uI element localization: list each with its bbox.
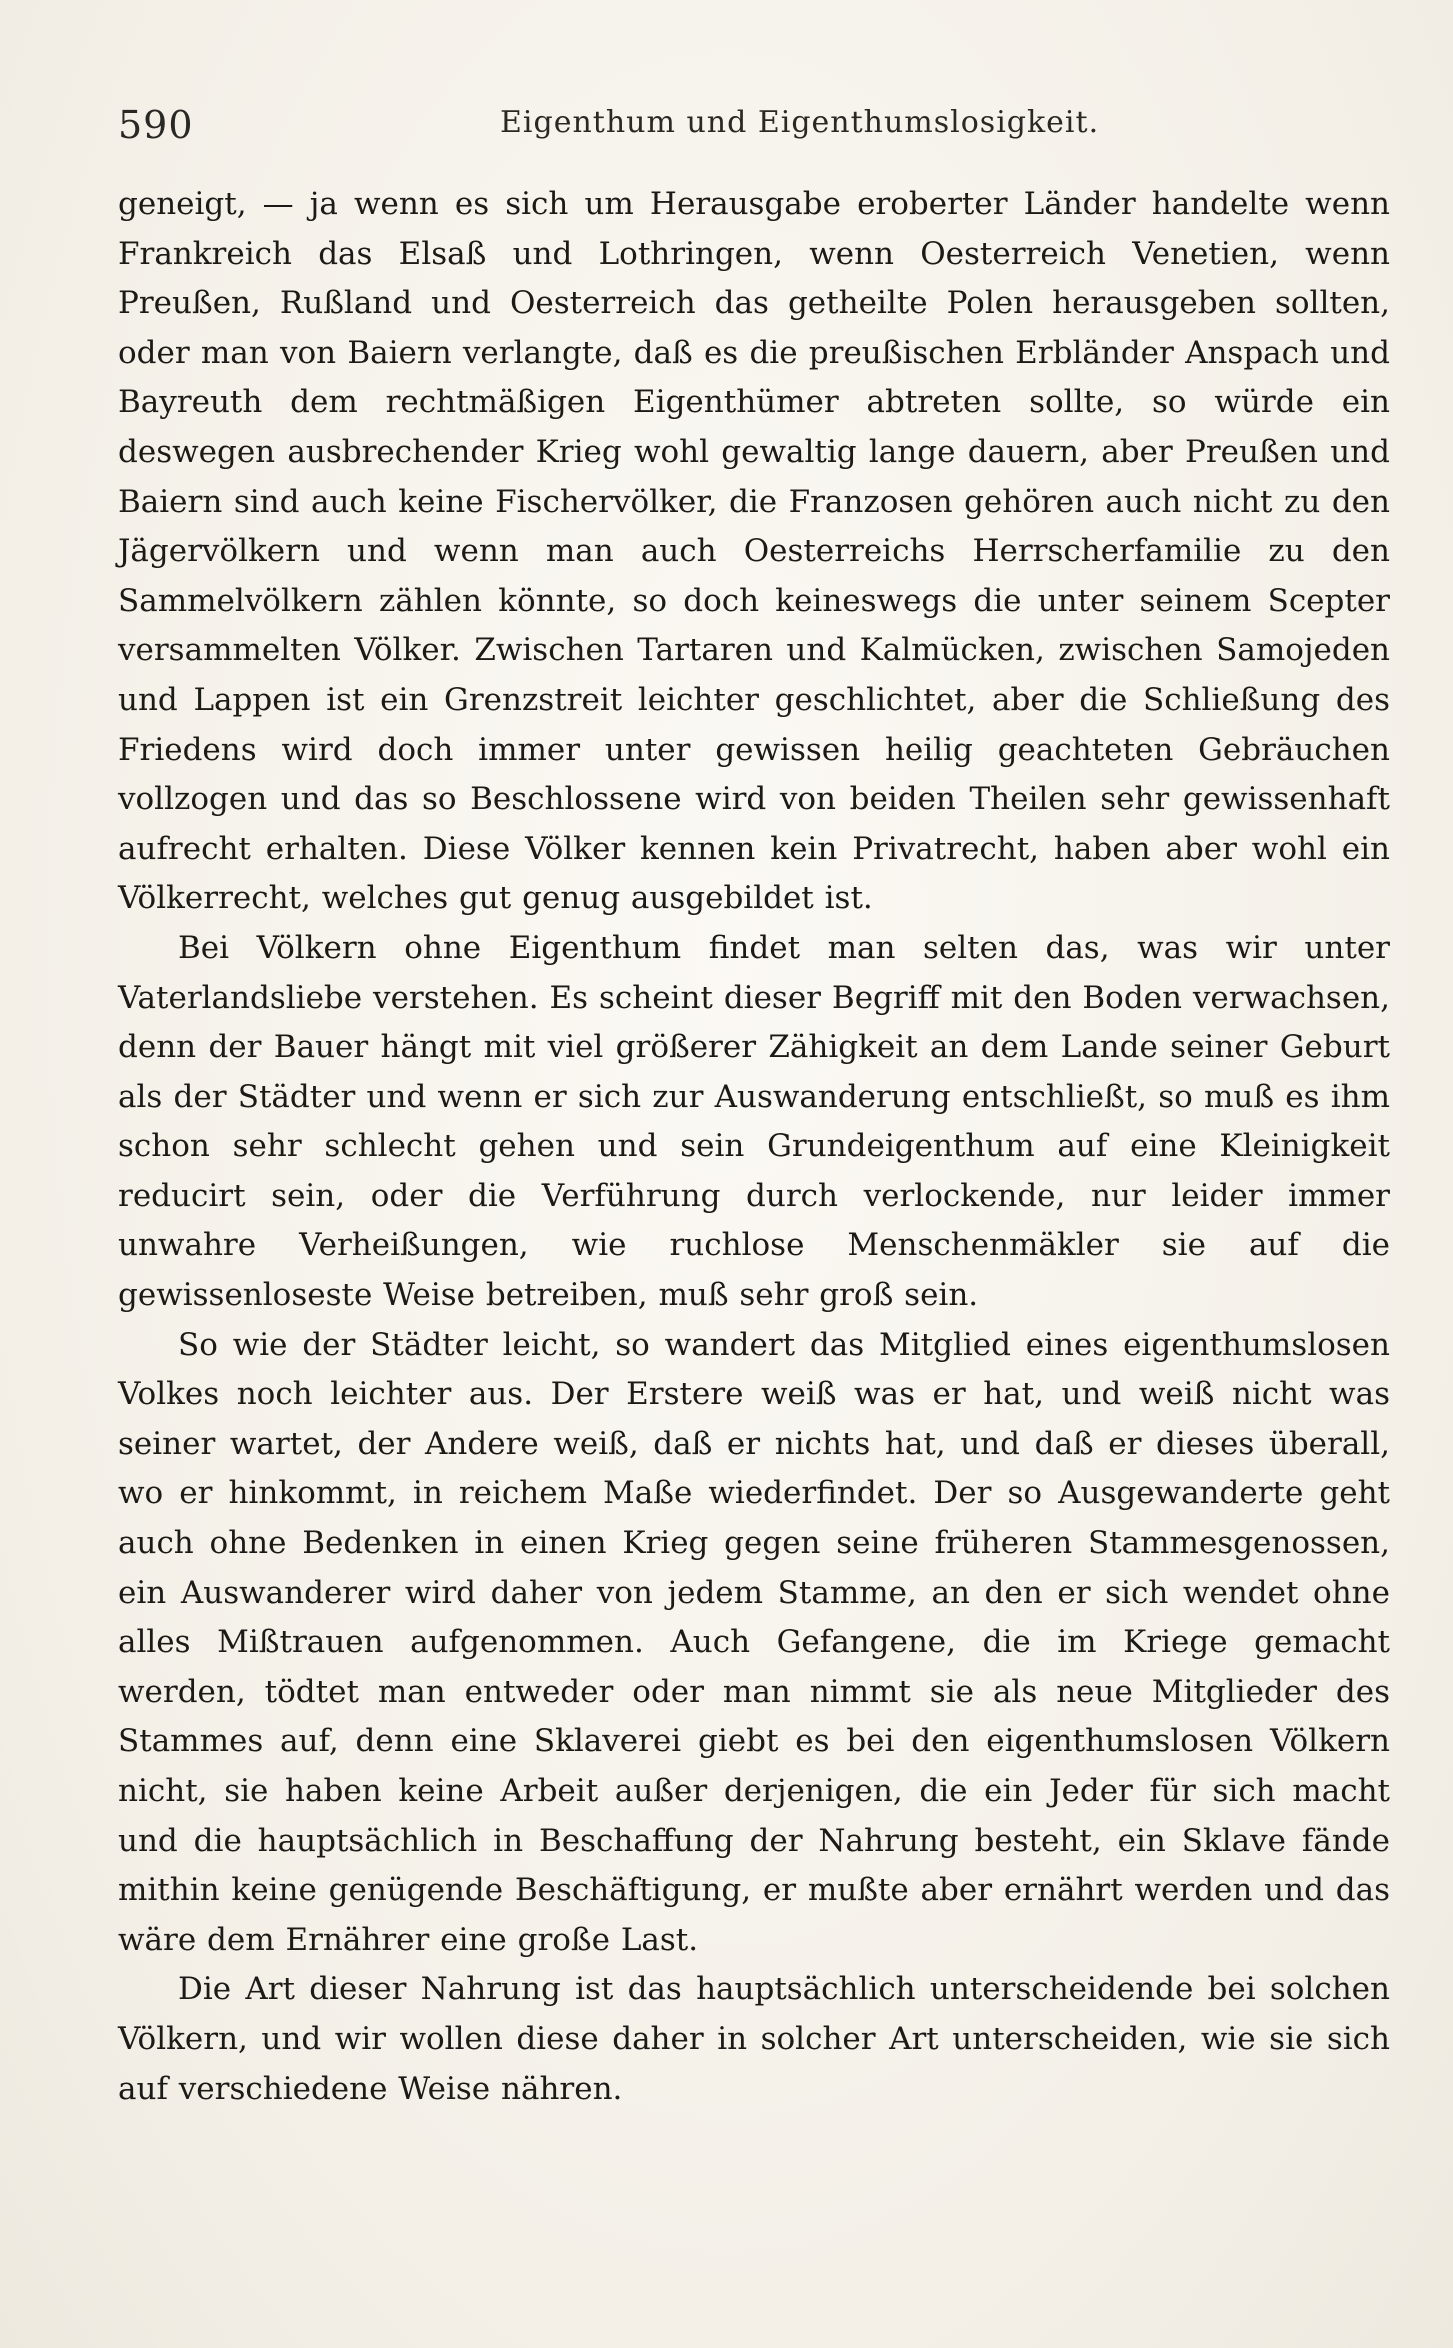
page-header (118, 95, 1398, 155)
paragraph-4: Die Art dieser Nahrung ist das hauptsächlich unterscheidende bei solchen Völkern, und wir wollen diese daher in solcher Art unterscheiden, wie sie sich auf verschiedene Weise nähren. (118, 1971, 1390, 2107)
paragraph-3: So wie der Städter leicht, so wandert das Mitglied eines eigenthumslosen Volkes noch leichter aus. Der Erstere weiß was er hat, und weiß nicht was seiner wartet, der Andere weiß, daß er nichts hat, und daß er dieses überall, wo er hinkommt, in reichem Maße wiederfindet. Der so Ausgewanderte geht auch ohne Bedenken in einen Krieg gegen seine früheren Stammesgenossen, ein Auswanderer wird daher von jedem Stamme, an den er sich wendet ohne alles Mißtrauen aufgenommen. Auch Gefangene, die im Kriege gemacht werden, tödtet man entweder oder man nimmt sie als neue Mitglieder des Stammes auf, denn eine Sklaverei giebt es bei den eigenthumslosen Völkern nicht, sie haben keine Arbeit außer derjenigen, die ein Jeder für sich macht und die hauptsächlich in Beschaffung der Nahrung besteht, ein Sklave fände mithin keine genügende Beschäftigung, er mußte aber ernährt werden und das wäre dem Ernährer eine große Last. (118, 1326, 1390, 1958)
body-text (118, 180, 1390, 2114)
running-title: Eigenthum und Eigenthumslosigkeit. (500, 105, 1100, 140)
paragraph-1: geneigt, — ja wenn es sich um Herausgabe eroberter Länder handelte wenn Frankreich das Elsaß und Lothringen, wenn Oesterreich Venetien, wenn Preußen, Rußland und Oesterreich das getheilte Polen herausgeben sollten, oder man von Baiern verlangte, daß es die preußischen Erbländer Anspach und Bayreuth dem rechtmäßigen Eigenthümer abtreten sollte, so würde ein deswegen ausbrechender Krieg wohl gewaltig lange dauern, aber Preußen und Baiern sind auch keine Fischervölker, die Franzosen gehören auch nicht zu den Jägervölkern und wenn man auch Oesterreichs Herrscherfamilie zu den Sammelvölkern zählen könnte, so doch keineswegs die unter seinem Scepter versammelten Völker. Zwischen Tartaren und Kalmücken, zwischen Samojeden und Lappen ist ein Grenzstreit leichter geschlichtet, aber die Schließung des Friedens wird doch immer unter gewissen heilig geachteten Gebräuchen vollzogen und das so Beschlossene wird von beiden Theilen sehr gewissenhaft aufrecht erhalten. Diese Völker kennen kein Privatrecht, haben aber wohl ein Völkerrecht, welches gut genug ausgebildet ist. (118, 186, 1390, 917)
page-number: 590 (118, 103, 194, 147)
paragraph-2: Bei Völkern ohne Eigenthum findet man selten das, was wir unter Vaterlandsliebe verstehen. Es scheint dieser Begriff mit den Boden verwachsen, denn der Bauer hängt mit viel größerer Zähigkeit an dem Lande seiner Geburt als der Städter und wenn er sich zur Auswanderung entschließt, so muß es ihm schon sehr schlecht gehen und sein Grundeigenthum auf eine Kleinigkeit reducirt sein, oder die Verführung durch verlockende, nur leider immer unwahre Verheißungen, wie ruchlose Menschenmäkler sie auf die gewissenloseste Weise betreiben, muß sehr groß sein. (118, 929, 1390, 1314)
